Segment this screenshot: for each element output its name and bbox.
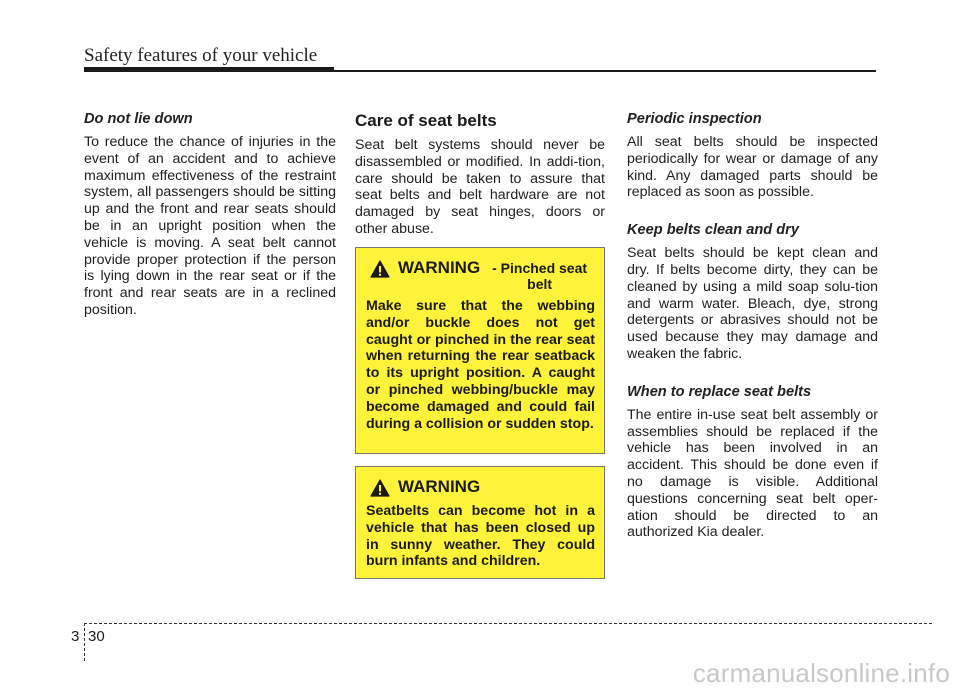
warning-subtitle: - Pinched seat belt: [492, 260, 588, 292]
page-number: 30: [88, 628, 105, 645]
column-right: [627, 110, 878, 541]
warning-header: [366, 258, 595, 292]
header-rule-thick: [84, 67, 334, 72]
page-section-number: 3: [71, 628, 80, 645]
header-rule-thin: [334, 70, 876, 72]
warning-box-pinched-belt: [355, 247, 605, 454]
column-middle: [355, 111, 605, 238]
subhead-periodic-inspection: Periodic inspection: [627, 111, 762, 127]
footer-dashed-rule: [84, 623, 932, 624]
section-heading-care-of-seat-belts: Care of seat belts: [355, 111, 497, 130]
subhead-when-to-replace: When to replace seat belts: [627, 383, 812, 400]
warning-header: [366, 477, 595, 497]
footer-vertical-rule: [84, 623, 85, 661]
warning-label: WARNING: [398, 258, 481, 277]
warning-label: WARNING: [398, 477, 481, 496]
warning-text-pinched-belt: Make sure that the webbing and/or buckle does not get caught or pinched in the rear seat when returning the rear seatback to its upright position. A caught or pinched webbing/buckle may become damaged and could fail during a collision or sudden stop.: [366, 298, 595, 432]
watermark: carmanualsonline.info: [692, 658, 950, 688]
warning-box-hot-belts: [355, 466, 605, 579]
column-left: [84, 110, 336, 319]
body-when-to-replace: The entire in-use seat belt assembly or assemblies should be replaced if the vehicle has been involved in an accident. This should be done even if no damage is visible. Additional questions concerning seat belt oper-ation should be directed to an authorized Kia dealer.: [627, 406, 878, 541]
body-keep-belts-clean: Seat belts should be kept clean and dry. If belts become dirty, they can be cleaned by using a mild soap solu-tion and warm water. Bleach, dye, strong detergents or abrasives should not be used because they may damage and weaken the fabric.: [627, 245, 878, 362]
warning-triangle-icon: [370, 479, 390, 497]
warning-text-hot-belts: Seatbelts can become hot in a vehicle that has been closed up in sunny weather. They could burn infants and children.: [366, 503, 595, 570]
body-periodic-inspection: All seat belts should be inspected periodically for wear or damage of any kind. Any damaged parts should be replaced as soon as possible.: [627, 134, 878, 201]
body-do-not-lie-down: To reduce the chance of injuries in the event of an accident and to achieve maximum effectiveness of the restraint system, all passengers should be sitting up and the front and rear seats should be in an upright position when the vehicle is moving. A seat belt cannot provide proper protection if the person is lying down in the rear seat or if the front and rear seats are in a reclined position.: [84, 134, 336, 318]
body-care-of-seat-belts: Seat belt systems should never be disassembled or modified. In addi-tion, care should be taken to assure that seat belts and belt hardware are not damaged by seat hinges, doors or other abuse.: [355, 137, 605, 237]
page-header-title: Safety features of your vehicle: [84, 45, 318, 66]
warning-triangle-icon: [370, 260, 390, 278]
subhead-keep-belts-clean: Keep belts clean and dry: [627, 222, 799, 239]
subhead-do-not-lie-down: Do not lie down: [84, 111, 193, 127]
